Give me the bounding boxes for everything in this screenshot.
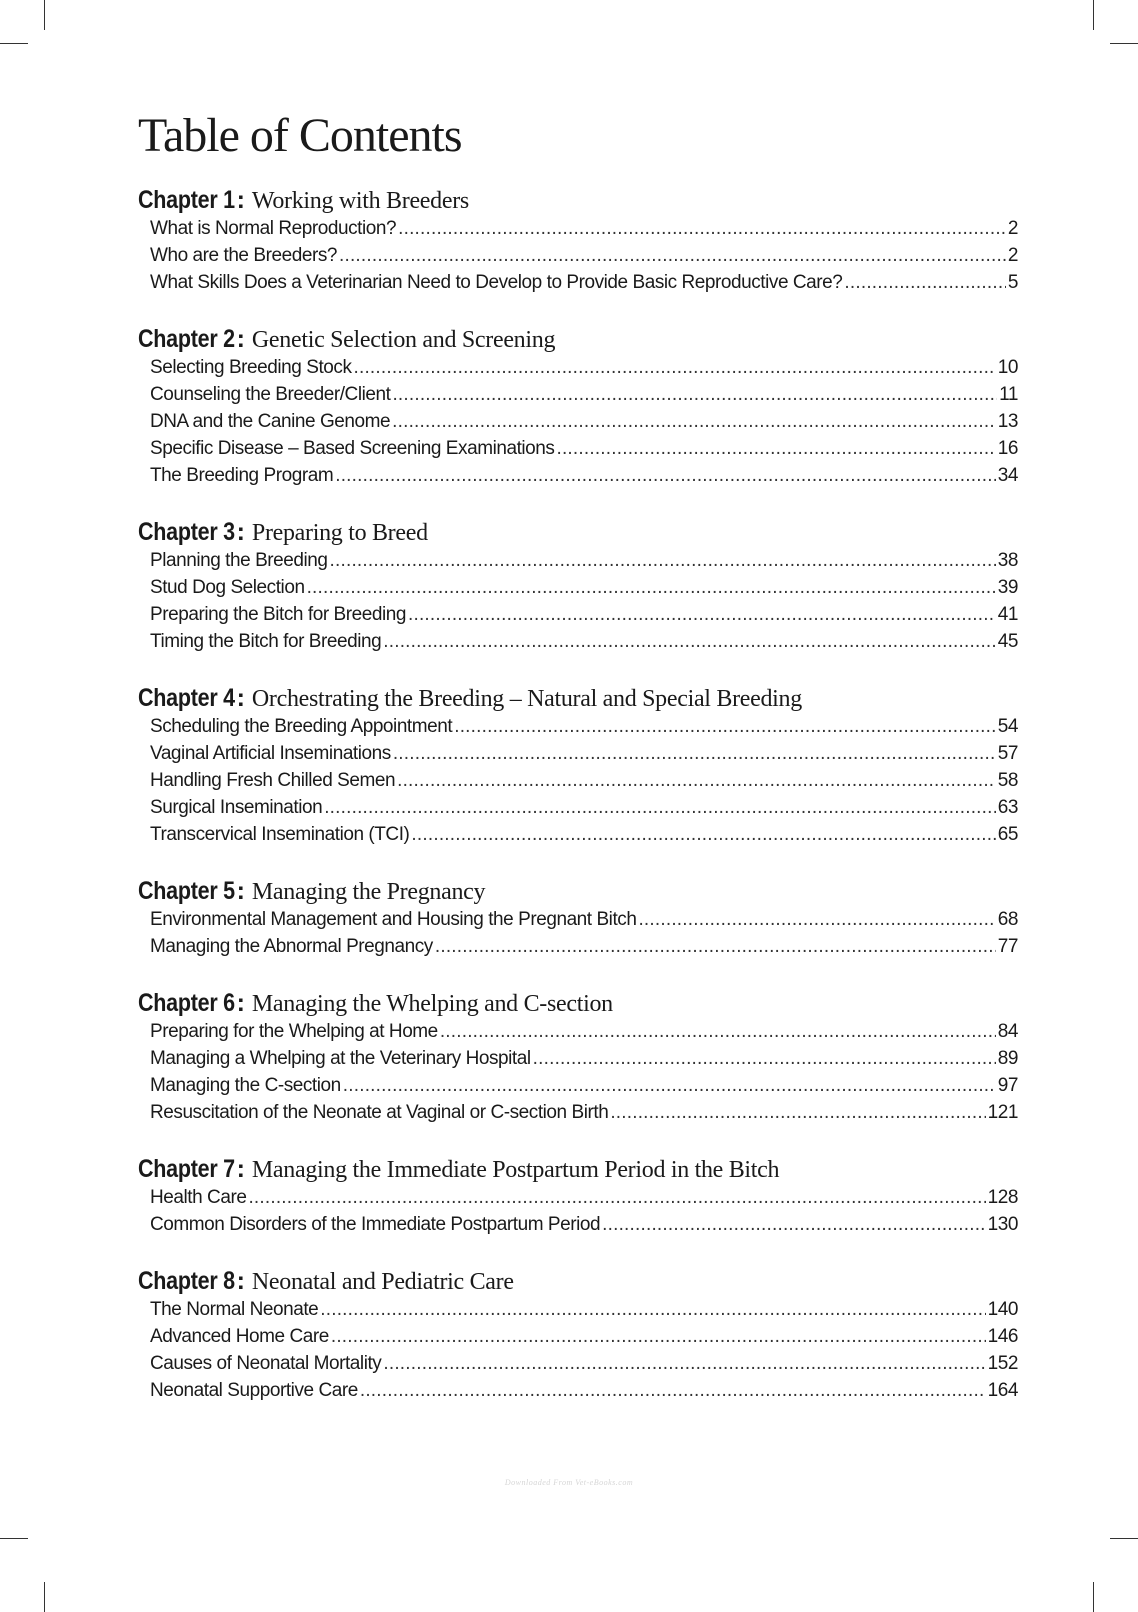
- toc-entry-page-number: 5: [1007, 271, 1018, 293]
- dot-leader: [307, 574, 996, 601]
- chapter-separator: :: [236, 876, 252, 905]
- toc-entry-page-number: 63: [997, 796, 1018, 818]
- toc-entry[interactable]: [138, 1099, 1018, 1126]
- dot-leader: [610, 1099, 985, 1126]
- dot-leader: [602, 1211, 986, 1238]
- toc-entry[interactable]: [138, 740, 1018, 767]
- dot-leader: [354, 354, 996, 381]
- chapter-number: Chapter 6: [138, 988, 235, 1017]
- toc-entry-page-number: 39: [997, 576, 1018, 598]
- chapter-section: [138, 988, 1018, 1126]
- toc-entry-label: Stud Dog Selection: [150, 576, 305, 598]
- chapter-heading: [138, 517, 1018, 547]
- toc-entry[interactable]: [138, 1377, 1018, 1404]
- dot-leader: [392, 408, 996, 435]
- toc-entry-page-number: 65: [997, 823, 1018, 845]
- toc-entry[interactable]: [138, 767, 1018, 794]
- chapter-separator: :: [236, 324, 252, 353]
- chapter-heading: [138, 185, 1018, 215]
- chapter-title: Managing the Immediate Postpartum Period in the Bitch: [251, 1156, 780, 1183]
- toc-entry[interactable]: [138, 462, 1018, 489]
- chapter-heading: [138, 876, 1018, 906]
- toc-entry-page-number: 68: [997, 908, 1018, 930]
- toc-entry[interactable]: [138, 269, 1018, 296]
- crop-mark: [1110, 43, 1138, 44]
- dot-leader: [398, 215, 1006, 242]
- chapter-number: Chapter 8: [138, 1266, 235, 1295]
- toc-entry-label: Preparing the Bitch for Breeding: [150, 603, 406, 625]
- toc-entry[interactable]: [138, 1296, 1018, 1323]
- chapter-separator: :: [236, 185, 252, 214]
- toc-entry[interactable]: [138, 547, 1018, 574]
- toc-entry-label: Managing a Whelping at the Veterinary Hospital: [150, 1047, 531, 1069]
- toc-entry[interactable]: [138, 381, 1018, 408]
- toc-entry-page-number: 2: [1007, 217, 1018, 239]
- crop-mark: [1093, 0, 1094, 30]
- toc-entry[interactable]: [138, 794, 1018, 821]
- dot-leader: [320, 1296, 985, 1323]
- dot-leader: [533, 1045, 996, 1072]
- toc-entry[interactable]: [138, 1045, 1018, 1072]
- toc-entry-page-number: 77: [997, 935, 1018, 957]
- chapter-title: Genetic Selection and Screening: [251, 326, 556, 353]
- chapter-section: [138, 876, 1018, 960]
- toc-entry[interactable]: [138, 1211, 1018, 1238]
- toc-entry-page-number: 130: [987, 1213, 1018, 1235]
- toc-entry-page-number: 45: [997, 630, 1018, 652]
- toc-entry-label: Preparing for the Whelping at Home: [150, 1020, 438, 1042]
- chapter-number: Chapter 3: [138, 517, 235, 546]
- toc-entry-page-number: 146: [987, 1325, 1018, 1347]
- toc-entry[interactable]: [138, 1323, 1018, 1350]
- toc-entry-page-number: 11: [999, 383, 1018, 405]
- toc-entry[interactable]: [138, 408, 1018, 435]
- toc-entry-label: What is Normal Reproduction?: [150, 217, 397, 239]
- toc-entry-page-number: 152: [987, 1352, 1018, 1374]
- dot-leader: [343, 1072, 996, 1099]
- crop-mark: [0, 1538, 28, 1539]
- toc-entry[interactable]: [138, 354, 1018, 381]
- toc-entry-page-number: 140: [987, 1298, 1018, 1320]
- chapter-separator: :: [236, 988, 252, 1017]
- toc-entry-label: Who are the Breeders?: [150, 244, 337, 266]
- toc-entry[interactable]: [138, 601, 1018, 628]
- toc-entry-label: Environmental Management and Housing the Pregnant Bitch: [150, 908, 637, 930]
- chapter-number: Chapter 1: [138, 185, 235, 214]
- chapter-heading: [138, 988, 1018, 1018]
- chapter-heading: [138, 1154, 1018, 1184]
- toc-entry[interactable]: [138, 906, 1018, 933]
- chapter-heading: [138, 683, 1018, 713]
- dot-leader: [393, 740, 996, 767]
- toc-entry-label: Neonatal Supportive Care: [150, 1379, 358, 1401]
- chapter-separator: :: [236, 1154, 252, 1183]
- toc-entry-label: Scheduling the Breeding Appointment: [150, 715, 453, 737]
- toc-entry-page-number: 58: [997, 769, 1018, 791]
- toc-entry-page-number: 16: [997, 437, 1018, 459]
- dot-leader: [408, 601, 996, 628]
- dot-leader: [397, 767, 996, 794]
- toc-entry-label: Advanced Home Care: [150, 1325, 329, 1347]
- toc-entry-page-number: 164: [987, 1379, 1018, 1401]
- chapter-number: Chapter 4: [138, 683, 235, 712]
- chapter-title: Preparing to Breed: [251, 519, 428, 546]
- toc-entry-label: Handling Fresh Chilled Semen: [150, 769, 396, 791]
- toc-entry[interactable]: [138, 1018, 1018, 1045]
- toc-entry-page-number: 10: [997, 356, 1018, 378]
- crop-mark: [44, 1582, 45, 1612]
- toc-entry-label: Causes of Neonatal Mortality: [150, 1352, 382, 1374]
- dot-leader: [392, 381, 997, 408]
- toc-entry[interactable]: [138, 574, 1018, 601]
- toc-entry[interactable]: [138, 435, 1018, 462]
- chapter-section: [138, 324, 1018, 489]
- chapter-title: Orchestrating the Breeding – Natural and Special Breeding: [251, 685, 802, 712]
- table-of-contents: [138, 110, 1018, 1432]
- toc-entry-label: Common Disorders of the Immediate Postpartum Period: [150, 1213, 601, 1235]
- watermark: Downloaded From Vet-eBooks.com: [504, 1478, 634, 1487]
- dot-leader: [844, 269, 1005, 296]
- chapter-list: [138, 185, 1018, 1404]
- toc-entry-page-number: 2: [1007, 244, 1018, 266]
- toc-entry-label: Managing the Abnormal Pregnancy: [150, 935, 433, 957]
- dot-leader: [556, 435, 995, 462]
- dot-leader: [248, 1184, 985, 1211]
- toc-entry-label: Managing the C-section: [150, 1074, 341, 1096]
- toc-entry-label: Selecting Breeding Stock: [150, 356, 352, 378]
- toc-entry-label: Transcervical Insemination (TCI): [150, 823, 410, 845]
- chapter-separator: :: [236, 517, 252, 546]
- crop-mark: [1093, 1582, 1094, 1612]
- toc-entry-label: Resuscitation of the Neonate at Vaginal or C-section Birth: [150, 1101, 609, 1123]
- crop-mark: [1110, 1538, 1138, 1539]
- chapter-title: Managing the Pregnancy: [251, 878, 486, 905]
- toc-entry-label: Health Care: [150, 1186, 247, 1208]
- toc-entry-page-number: 13: [997, 410, 1018, 432]
- chapter-section: [138, 683, 1018, 848]
- toc-entry-label: Planning the Breeding: [150, 549, 328, 571]
- dot-leader: [360, 1377, 986, 1404]
- chapter-number: Chapter 2: [138, 324, 235, 353]
- toc-entry-page-number: 54: [997, 715, 1018, 737]
- toc-entry-page-number: 97: [997, 1074, 1018, 1096]
- chapter-separator: :: [236, 1266, 252, 1295]
- dot-leader: [331, 1323, 986, 1350]
- toc-entry-page-number: 34: [997, 464, 1018, 486]
- toc-entry-page-number: 89: [997, 1047, 1018, 1069]
- dot-leader: [440, 1018, 996, 1045]
- dot-leader: [324, 794, 996, 821]
- chapter-title: Managing the Whelping and C-section: [251, 990, 613, 1017]
- toc-entry[interactable]: [138, 933, 1018, 960]
- chapter-heading: [138, 324, 1018, 354]
- chapter-title: Working with Breeders: [251, 187, 469, 214]
- toc-entry[interactable]: [138, 1072, 1018, 1099]
- chapter-section: [138, 517, 1018, 655]
- toc-entry-label: What Skills Does a Veterinarian Need to Develop to Provide Basic Reproductive Care?: [150, 271, 843, 293]
- toc-entry[interactable]: [138, 242, 1018, 269]
- dot-leader: [330, 547, 996, 574]
- chapter-number: Chapter 5: [138, 876, 235, 905]
- dot-leader: [335, 462, 996, 489]
- dot-leader: [383, 1350, 985, 1377]
- toc-entry-page-number: 41: [997, 603, 1018, 625]
- dot-leader: [411, 821, 995, 848]
- toc-entry-label: Timing the Bitch for Breeding: [150, 630, 382, 652]
- chapter-section: [138, 185, 1018, 296]
- toc-entry-page-number: 57: [997, 742, 1018, 764]
- toc-entry[interactable]: [138, 1350, 1018, 1377]
- toc-entry-label: DNA and the Canine Genome: [150, 410, 391, 432]
- toc-entry[interactable]: [138, 215, 1018, 242]
- toc-entry[interactable]: [138, 1184, 1018, 1211]
- toc-entry-label: Specific Disease – Based Screening Examinations: [150, 437, 555, 459]
- dot-leader: [383, 628, 996, 655]
- chapter-section: [138, 1266, 1018, 1404]
- dot-leader: [454, 713, 996, 740]
- toc-entry-label: Surgical Insemination: [150, 796, 323, 818]
- crop-mark: [0, 43, 28, 44]
- dot-leader: [435, 933, 996, 960]
- toc-entry-page-number: 84: [997, 1020, 1018, 1042]
- toc-entry[interactable]: [138, 713, 1018, 740]
- toc-entry-label: Vaginal Artificial Inseminations: [150, 742, 391, 764]
- chapter-number: Chapter 7: [138, 1154, 235, 1183]
- toc-entry-label: Counseling the Breeder/Client: [150, 383, 391, 405]
- toc-entry-page-number: 38: [997, 549, 1018, 571]
- page-title: Table of Contents: [138, 109, 462, 162]
- crop-mark: [44, 0, 45, 30]
- toc-entry-label: The Normal Neonate: [150, 1298, 319, 1320]
- toc-entry-page-number: 128: [987, 1186, 1018, 1208]
- chapter-separator: :: [236, 683, 252, 712]
- toc-entry-page-number: 121: [987, 1101, 1018, 1123]
- chapter-heading: [138, 1266, 1018, 1296]
- chapter-section: [138, 1154, 1018, 1238]
- toc-entry-label: The Breeding Program: [150, 464, 334, 486]
- toc-entry[interactable]: [138, 628, 1018, 655]
- dot-leader: [339, 242, 1006, 269]
- chapter-title: Neonatal and Pediatric Care: [251, 1268, 514, 1295]
- dot-leader: [638, 906, 995, 933]
- toc-entry[interactable]: [138, 821, 1018, 848]
